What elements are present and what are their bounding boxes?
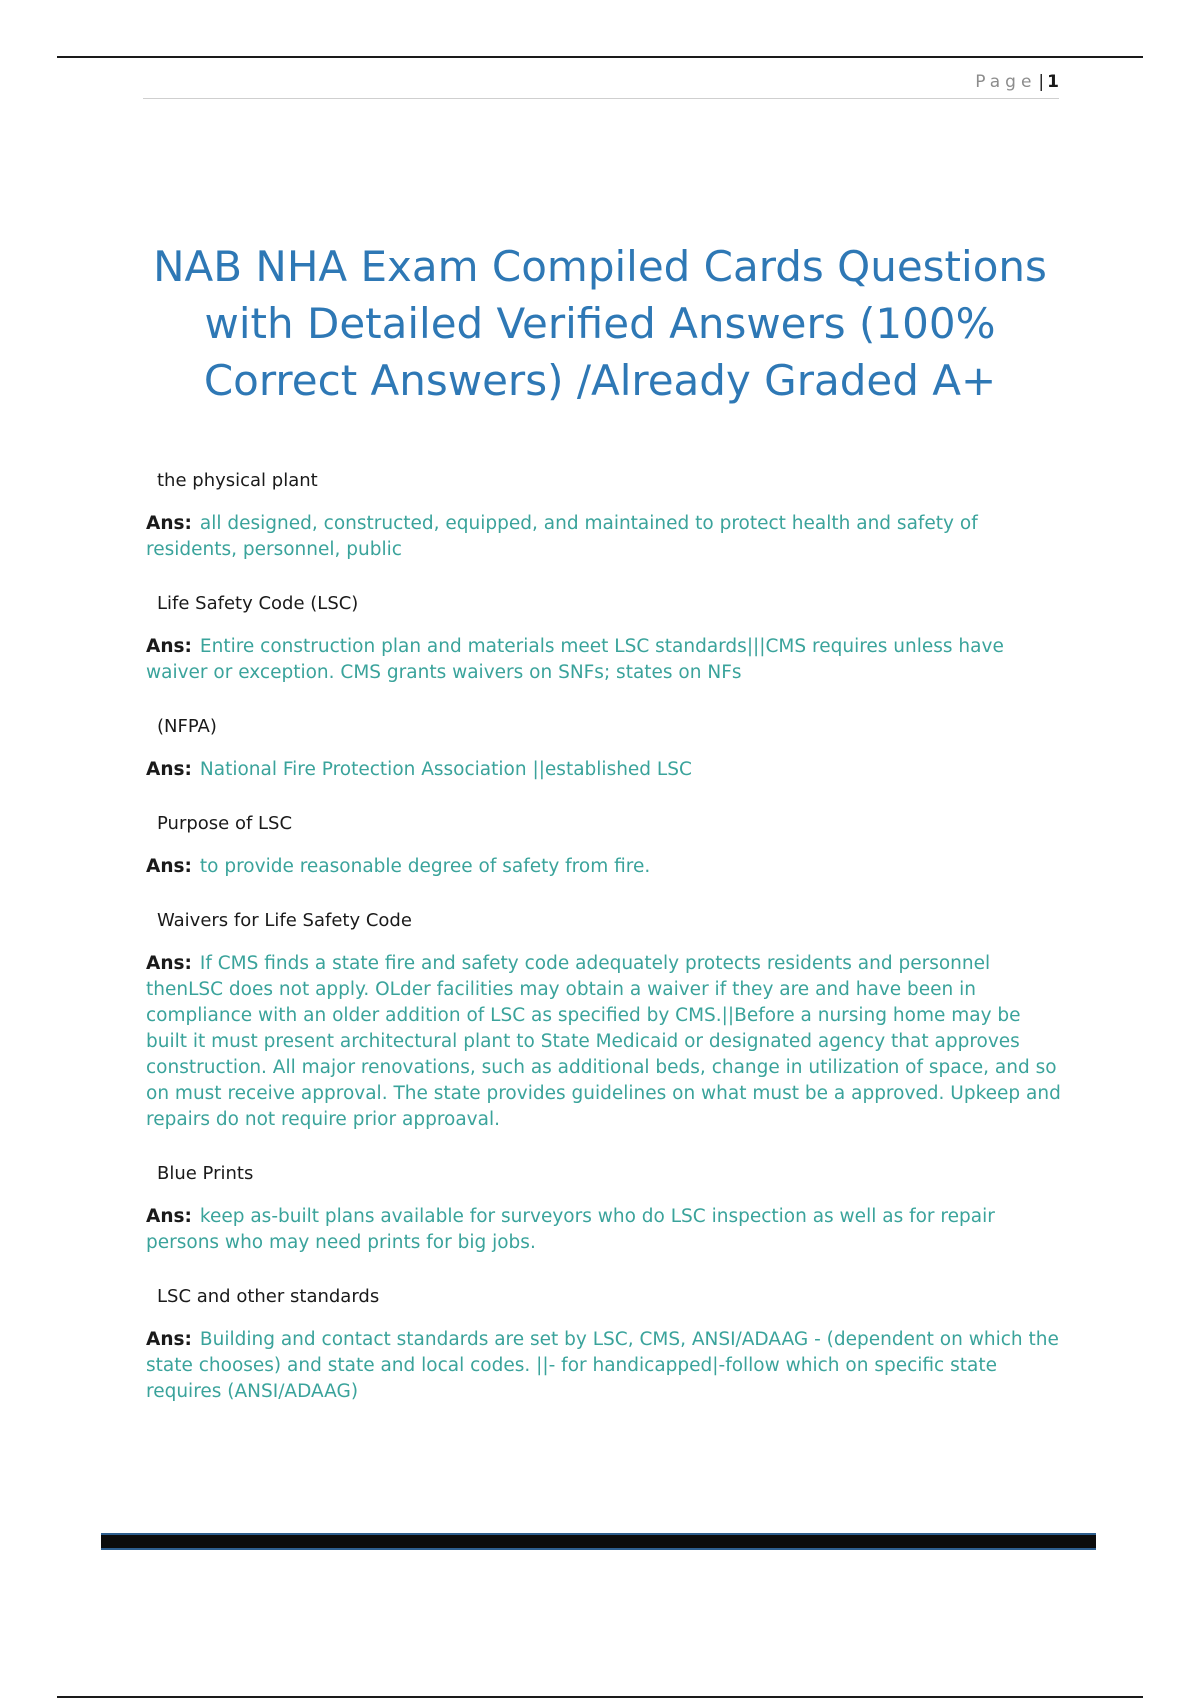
question-text: Life Safety Code (LSC): [157, 593, 359, 614]
answer-text: National Fire Protection Association ||established LSC: [199, 759, 692, 780]
answer-block: [146, 1327, 1066, 1405]
top-rule: [57, 56, 1143, 58]
question-text: (NFPA): [157, 716, 217, 737]
answer-text: If CMS finds a state fire and safety code adequately protects residents and personnel thenLSC does not apply. OLder facilities may obtain a waiver if they are and have been in compliance with an older addition of LSC as specified by CMS.||Before a nursing home may be built it must present architectural plant to State Medicaid or designated agency that approves construction. All major renovations, such as additional beds, change in utilization of space, and so on must receive approval. The state provides guidelines on what must be a approved. Upkeep and repairs do not require prior approaval.: [146, 953, 1061, 1130]
answer-label: Ans:: [146, 856, 192, 877]
page-separator: |: [1038, 72, 1045, 92]
title-line-1: NAB NHA Exam Compiled Cards Questions: [153, 242, 1047, 291]
qa-item: [146, 811, 1066, 880]
answer-block: [146, 634, 1066, 686]
question-text: LSC and other standards: [157, 1286, 380, 1307]
question-text: Blue Prints: [157, 1163, 254, 1184]
qa-item: [146, 1161, 1066, 1256]
answer-text: Entire construction plan and materials meet LSC standards|||CMS requires unless have waiver or exception. CMS grants waivers on SNFs; states on NFs: [146, 636, 1004, 683]
answer-label: Ans:: [146, 1206, 192, 1227]
qa-item: [146, 1284, 1066, 1405]
answer-block: [146, 757, 1066, 783]
answer-block: [146, 1204, 1066, 1256]
qa-item: [146, 714, 1066, 783]
answer-text: to provide reasonable degree of safety from fire.: [199, 856, 651, 877]
question-text: Purpose of LSC: [157, 813, 293, 834]
page-header: [143, 70, 1059, 99]
qa-item: [146, 908, 1066, 1133]
answer-block: [146, 511, 1066, 563]
bottom-rule: [57, 1696, 1143, 1698]
answer-text: all designed, constructed, equipped, and maintained to protect health and safety of residents, personnel, public: [146, 513, 978, 560]
footer-bar: [101, 1533, 1096, 1550]
answer-text: Building and contact standards are set by LSC, CMS, ANSI/ADAAG - (dependent on which the state chooses) and state and local codes. ||- for handicapped|-follow which on specific state requires (ANSI/ADAAG): [146, 1329, 1059, 1402]
qa-list: [146, 468, 1066, 1433]
answer-block: [146, 951, 1066, 1133]
answer-text: keep as-built plans available for surveyors who do LSC inspection as well as for repair persons who may need prints for big jobs.: [146, 1206, 995, 1253]
title-line-2: with Detailed Verified Answers (100%: [204, 299, 996, 348]
answer-label: Ans:: [146, 953, 192, 974]
answer-block: [146, 854, 1066, 880]
document-title: [120, 238, 1080, 409]
answer-label: Ans:: [146, 759, 192, 780]
question-text: the physical plant: [157, 470, 318, 491]
qa-item: [146, 591, 1066, 686]
answer-label: Ans:: [146, 1329, 192, 1350]
page-number: 1: [1047, 72, 1059, 92]
answer-label: Ans:: [146, 636, 192, 657]
title-line-3: Correct Answers) /Already Graded A+: [203, 356, 997, 405]
qa-item: [146, 468, 1066, 563]
page-label: Page: [975, 72, 1037, 92]
answer-label: Ans:: [146, 513, 192, 534]
question-text: Waivers for Life Safety Code: [157, 910, 412, 931]
